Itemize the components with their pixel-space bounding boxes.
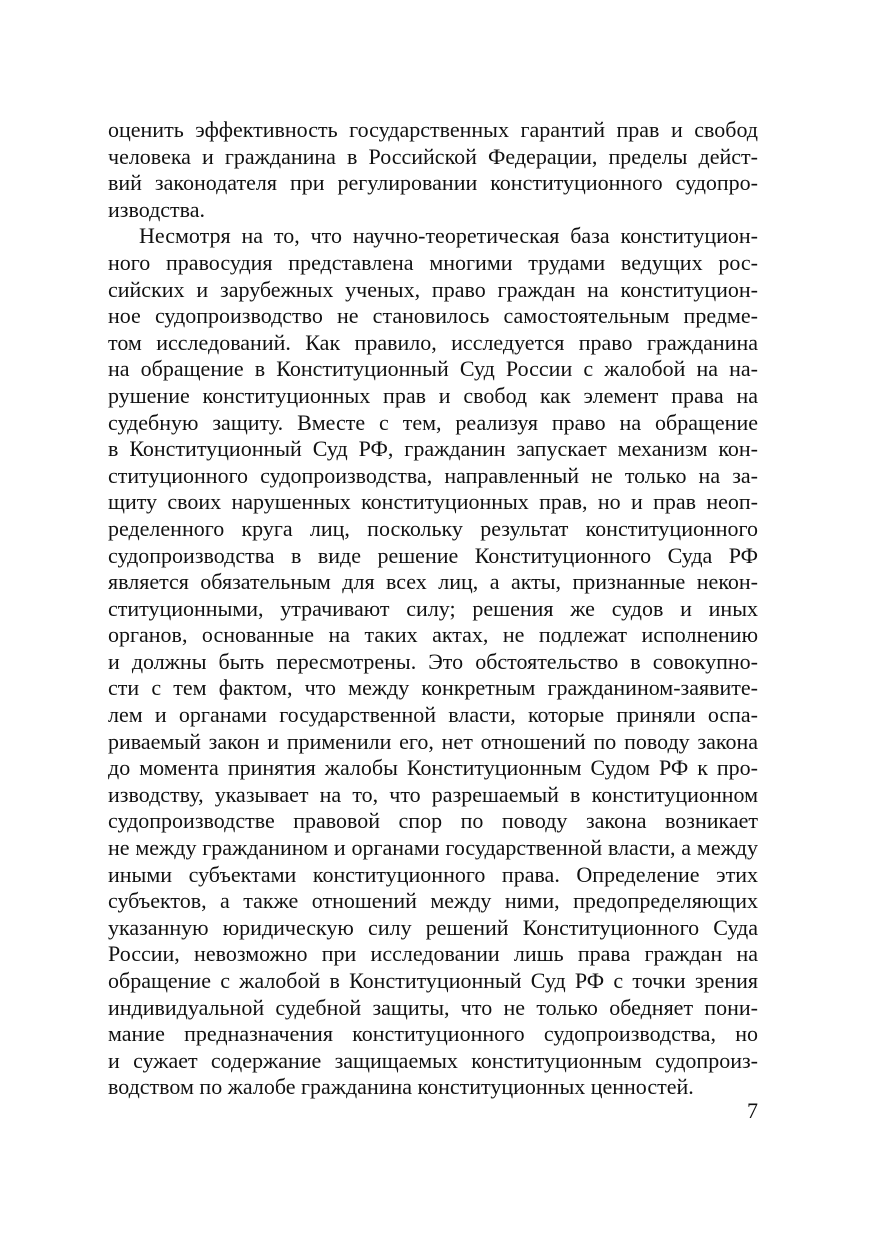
paragraph-line: ное судопроизводство не становилось самостоятельным предме- — [108, 303, 758, 329]
paragraph-line: судопроизводства в виде решение Конституционного Суда РФ — [108, 542, 758, 568]
paragraph-line: человека и гражданина в Российской Федерации, пределы дейст- — [108, 143, 758, 169]
page-number: 7 — [747, 1098, 758, 1123]
paragraph-2 — [108, 223, 758, 1101]
paragraph-line: риваемый закон и применили его, нет отношений по поводу закона — [108, 728, 758, 754]
paragraph-line: в Конституционный Суд РФ, гражданин запускает механизм кон- — [108, 436, 758, 462]
paragraph-line: ституционными, утрачивают силу; решения же судов и иных — [108, 595, 758, 621]
paragraph-line: мание предназначения конституционного судопроизводства, но — [108, 1021, 758, 1047]
paragraph-line: России, невозможно при исследовании лишь права граждан на — [108, 941, 758, 967]
paragraph-line: и сужает содержание защищаемых конституционным судопроиз- — [108, 1047, 758, 1073]
paragraph-line: иными субъектами конституционного права. Определение этих — [108, 861, 758, 887]
paragraph-line: Несмотря на то, что научно-теоретическая база конституцион- — [139, 223, 758, 249]
paragraph-line: том исследований. Как правило, исследуется право гражданина — [108, 329, 758, 355]
paragraph-line: является обязательным для всех лиц, а акты, признанные некон- — [108, 569, 758, 595]
paragraph-line: индивидуальной судебной защиты, что не только обедняет пони- — [108, 994, 758, 1020]
paragraph-line: судопроизводстве правовой спор по поводу закона возникает — [108, 808, 758, 834]
paragraph-line: сти с тем фактом, что между конкретным гражданином-заявите- — [108, 675, 758, 701]
paragraph-line: вий законодателя при регулировании конституционного судопро- — [108, 170, 758, 196]
paragraph-line: изводству, указывает на то, что разрешаемый в конституционном — [108, 781, 758, 807]
paragraph-line: судебную защиту. Вместе с тем, реализуя право на обращение — [108, 409, 758, 435]
paragraph-line: на обращение в Конституционный Суд России с жалобой на на- — [108, 356, 758, 382]
paragraph-line: ституционного судопроизводства, направленный не только на за- — [108, 462, 758, 488]
paragraph-line: сийских и зарубежных ученых, право граждан на конституцион- — [108, 276, 758, 302]
paragraph-line: органов, основанные на таких актах, не подлежат исполнению — [108, 622, 758, 648]
paragraph-line: субъектов, а также отношений между ними, предопределяющих — [108, 888, 758, 914]
paragraph-line: ределенного круга лиц, поскольку результат конституционного — [108, 515, 758, 541]
paragraph-line: рушение конституционных прав и свобод как элемент права на — [108, 382, 758, 408]
paragraph-line: до момента принятия жалобы Конституционным Судом РФ к про- — [108, 755, 758, 781]
paragraph-line: указанную юридическую силу решений Конституционного Суда — [108, 914, 758, 940]
paragraph-1 — [108, 117, 758, 223]
paragraph-line: ного правосудия представлена многими трудами ведущих рос- — [108, 249, 758, 275]
paragraph-line: изводства. — [108, 196, 206, 222]
paragraph-line: водством по жалобе гражданина конституционных ценностей. — [108, 1074, 694, 1100]
body-text — [108, 117, 758, 1101]
paragraph-line: и должны быть пересмотрены. Это обстоятельство в совокупно- — [108, 648, 758, 674]
paragraph-line: обращение с жалобой в Конституционный Суд РФ с точки зрения — [108, 968, 758, 993]
paragraph-line: лем и органами государственной власти, которые приняли оспа- — [108, 702, 758, 728]
paragraph-line: не между гражданином и органами государственной власти, а между — [108, 835, 758, 861]
paragraph-line: щиту своих нарушенных конституционных прав, но и прав неоп- — [108, 489, 758, 515]
paragraph-line: оценить эффективность государственных гарантий прав и свобод — [108, 117, 758, 142]
